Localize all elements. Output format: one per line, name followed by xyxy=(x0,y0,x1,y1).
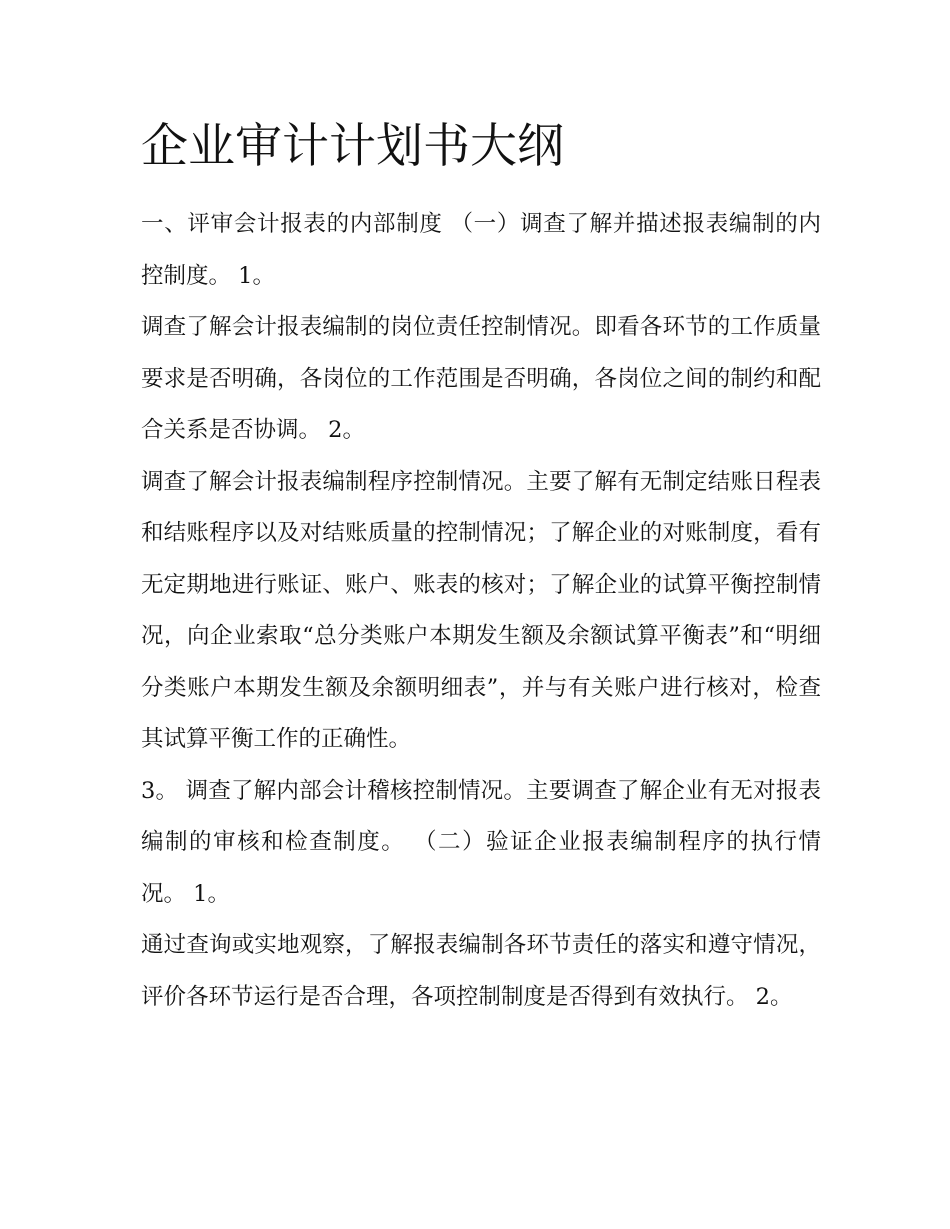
paragraph-4: 3。 调查了解内部会计稽核控制情况。主要调查了解企业有无对报表编制的审核和检查制度。 （二）验证企业报表编制程序的执行情况。 1。 xyxy=(141,777,821,907)
paragraph-3: 调查了解会计报表编制程序控制情况。主要了解有无制定结账日程表和结账程序以及对结账质量的控制情况；了解企业的对账制度，看有无定期地进行账证、账户、账表的核对；了解企业的试算平衡控制情况，向企业索取“总分类账户本期发生额及余额试算平衡表”和“明细分类账户本期发生额及余额明细表”，并与有关账户进行核对，检查其试算平衡工作的正确性。 xyxy=(141,468,821,752)
document-body xyxy=(141,199,821,1023)
document-title: 企业审计计划书大纲 xyxy=(141,119,564,174)
paragraph-5: 通过查询或实地观察，了解报表编制各环节责任的落实和遵守情况，评价各环节运行是否合理，各项控制制度是否得到有效执行。 2。 xyxy=(141,932,821,1010)
paragraph-1: 一、评审会计报表的内部制度 （一）调查了解并描述报表编制的内控制度。 1。 xyxy=(141,211,821,289)
paragraph-2: 调查了解会计报表编制的岗位责任控制情况。即看各环节的工作质量要求是否明确，各岗位的工作范围是否明确，各岗位之间的制约和配合关系是否协调。 2。 xyxy=(141,314,821,443)
document-content xyxy=(141,112,821,1023)
